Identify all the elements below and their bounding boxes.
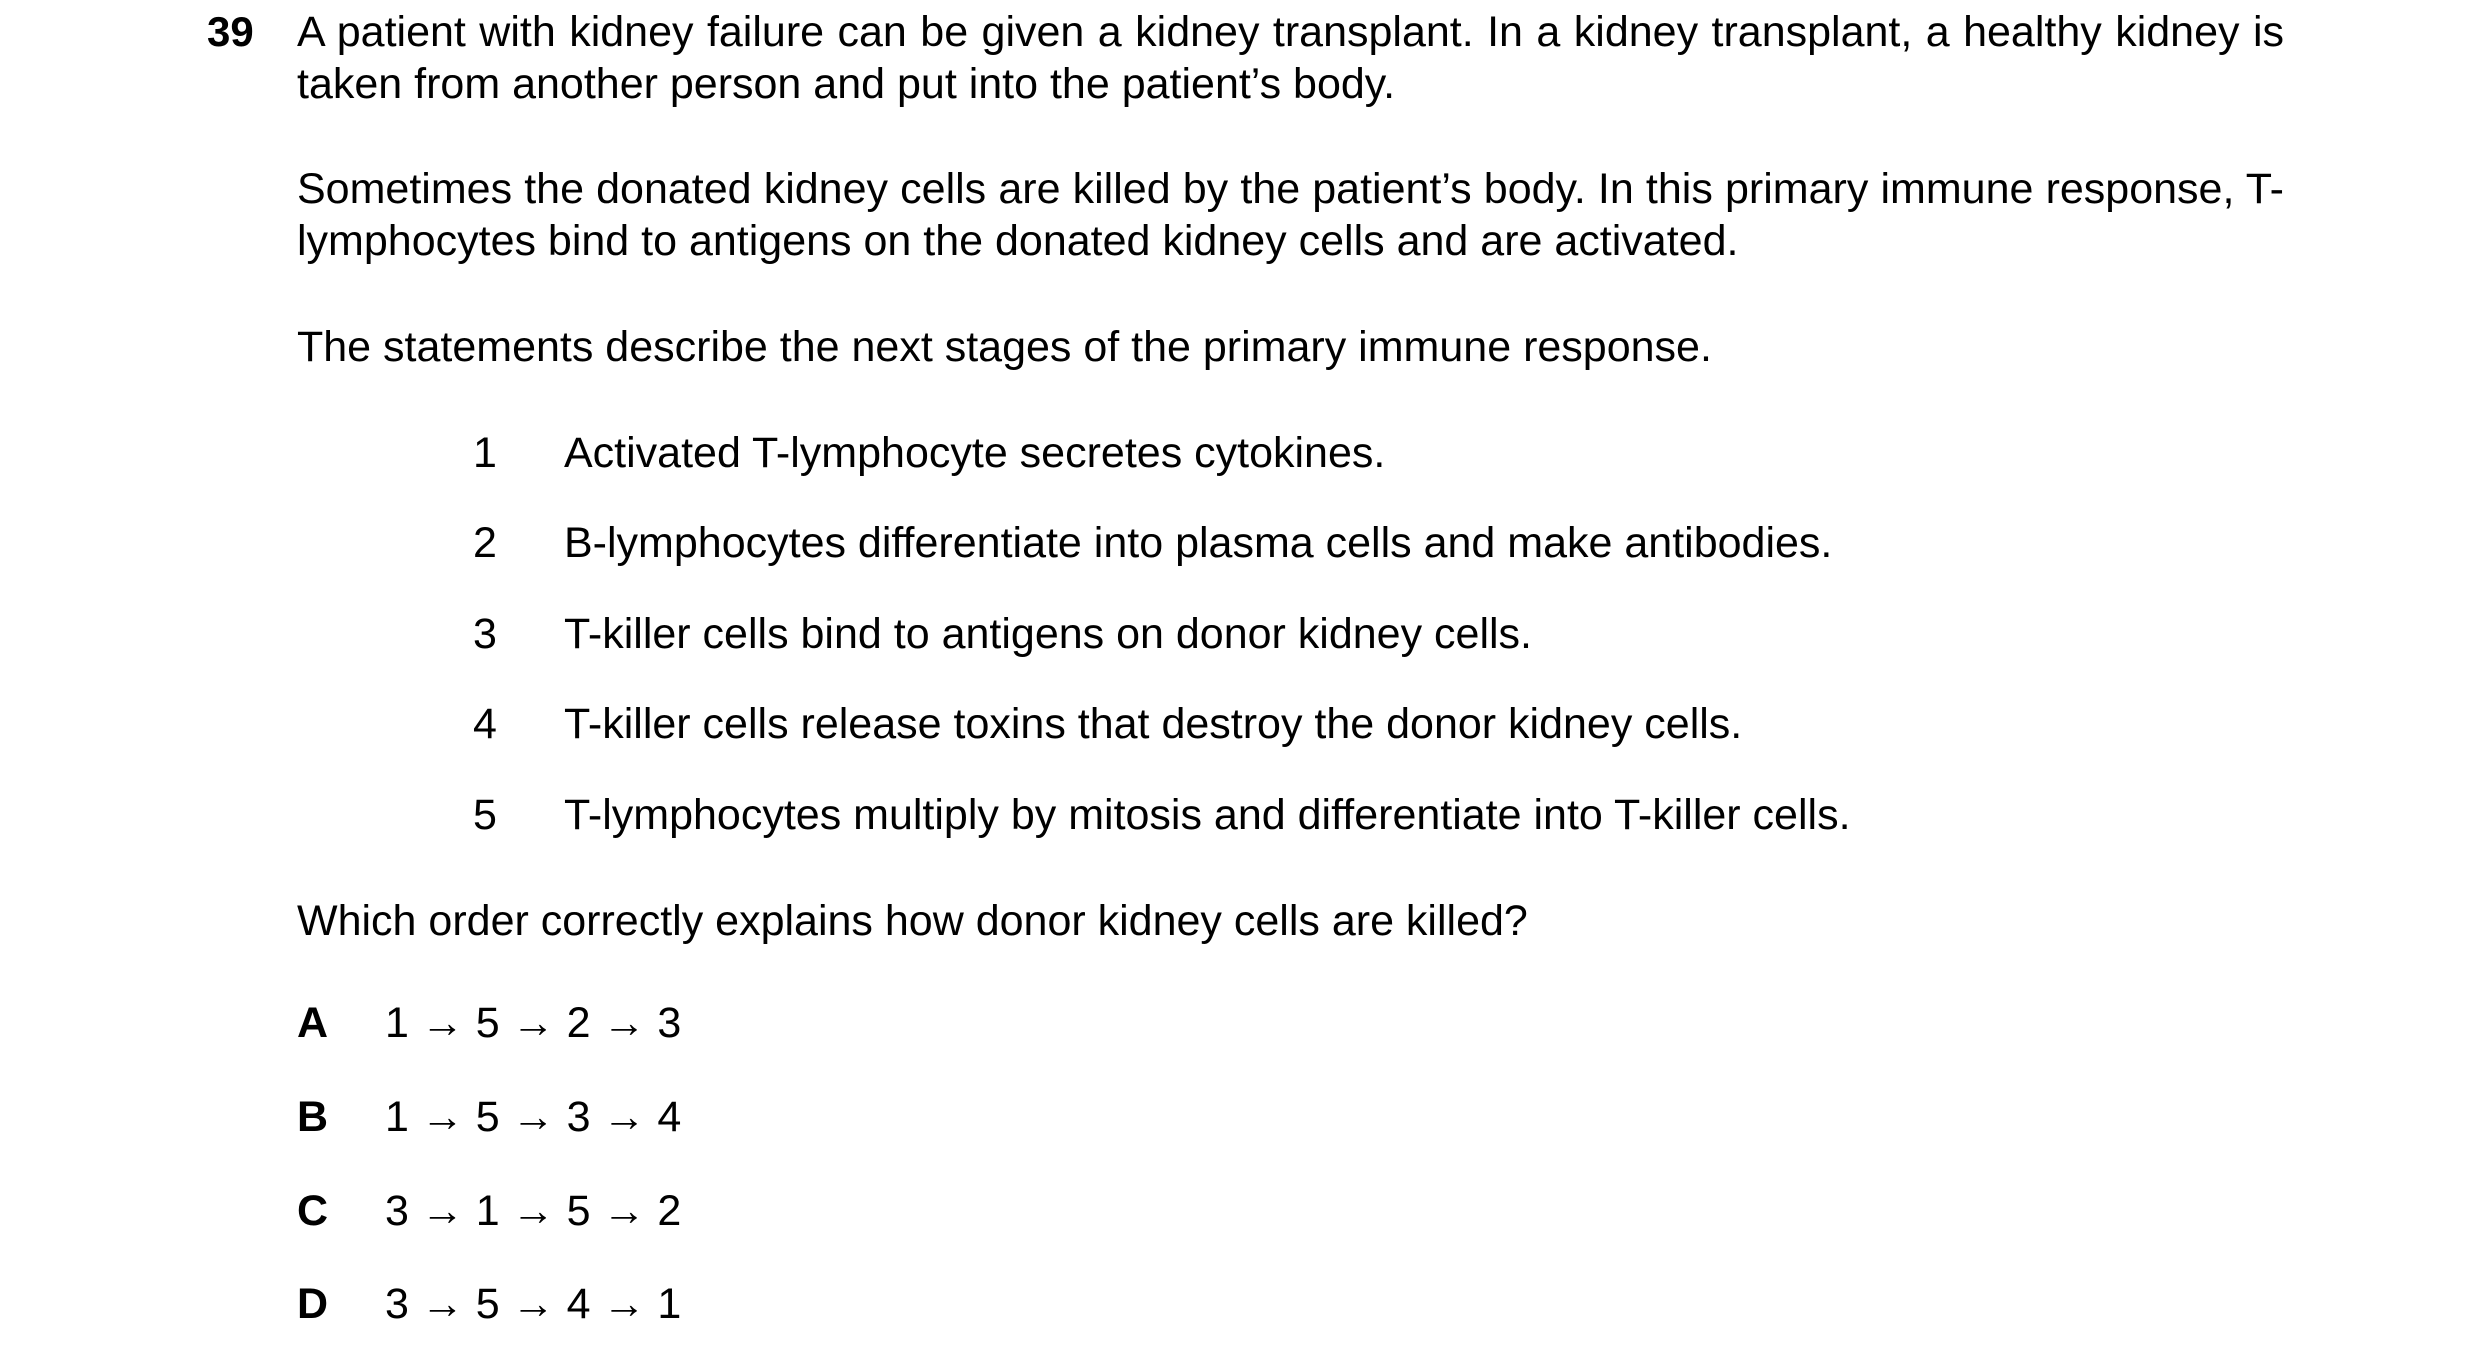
statement-number: 5 (473, 791, 497, 839)
option-sequence: 1 → 5 → 3 → 4 (385, 1093, 682, 1141)
immune-response-paragraph: Sometimes the donated kidney cells are killed by the patient’s body. In this primary immune response, T-lymphocytes bind to antigens on the donated kidney cells and are activated. (297, 165, 2284, 265)
statement-number: 1 (473, 429, 497, 477)
option-letter: C (297, 1187, 329, 1235)
option-sequence: 3 → 5 → 4 → 1 (385, 1280, 682, 1328)
option-sequence: 1 → 5 → 2 → 3 (385, 999, 682, 1047)
statement-number: 2 (473, 519, 497, 567)
question-prompt: Which order correctly explains how donor kidney cells are killed? (297, 897, 1528, 945)
statement-text: T-killer cells release toxins that destroy the donor kidney cells. (564, 700, 1743, 748)
intro-paragraph: A patient with kidney failure can be given a kidney transplant. In a kidney transplant, a healthy kidney is taken from another person and put into the patient’s body. (297, 8, 2284, 108)
statement-number: 3 (473, 610, 497, 658)
statement-text: T-killer cells bind to antigens on donor kidney cells. (564, 610, 1533, 658)
option-letter: A (297, 999, 329, 1047)
option-letter: B (297, 1093, 329, 1141)
statement-text: T-lymphocytes multiply by mitosis and differentiate into T-killer cells. (564, 791, 1851, 839)
statements-intro: The statements describe the next stages of the primary immune response. (297, 323, 1712, 371)
statement-text: B-lymphocytes differentiate into plasma cells and make antibodies. (564, 519, 1833, 567)
option-letter: D (297, 1280, 329, 1328)
statement-number: 4 (473, 700, 497, 748)
question-number: 39 (207, 8, 254, 55)
option-sequence: 3 → 1 → 5 → 2 (385, 1187, 682, 1235)
statement-text: Activated T-lymphocyte secretes cytokines. (564, 429, 1386, 477)
